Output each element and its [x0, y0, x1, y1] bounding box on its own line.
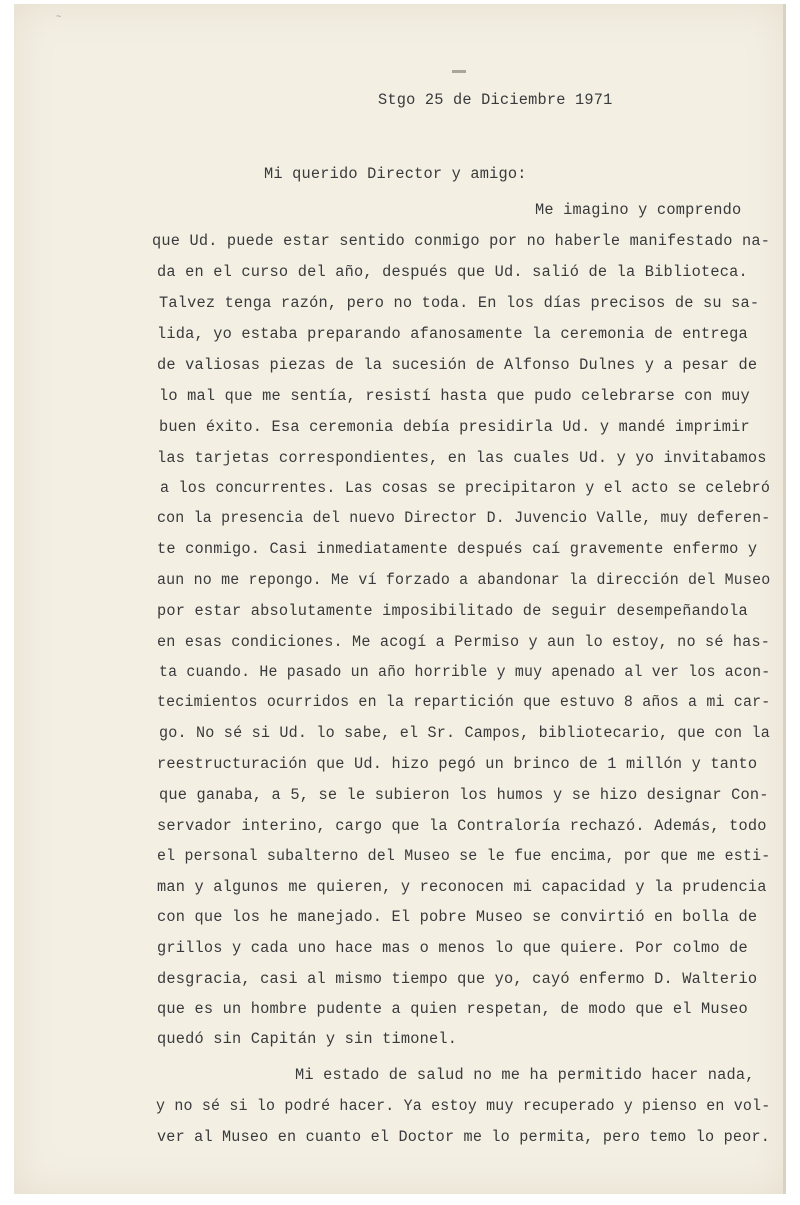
- body-line: de valiosas piezas de la sucesión de Alfonso Dulnes y a pesar de: [157, 356, 758, 374]
- body-line: Talvez tenga razón, pero no toda. En los días precisos de su sa-: [159, 294, 760, 312]
- body-line: el personal subalterno del Museo se le fue encima, por que me esti-: [157, 847, 771, 865]
- body-line: da en el curso del año, después que Ud. salió de la Biblioteca.: [157, 263, 748, 281]
- page-edge: [783, 4, 786, 1194]
- body-line: que Ud. puede estar sentido conmigo por no haberle manifestado na-: [152, 232, 771, 250]
- body-line: te conmigo. Casi inmediatamente después caí gravemente enfermo y: [157, 540, 758, 558]
- ink-mark: [452, 70, 466, 73]
- body-line: grillos y cada uno hace mas o menos lo que quiere. Por colmo de: [157, 939, 748, 957]
- body-line: desgracia, casi al mismo tiempo que yo, cayó enfermo D. Walterio: [157, 970, 758, 988]
- body-line: ver al Museo en cuanto el Doctor me lo permita, pero temo lo peor.: [157, 1128, 771, 1146]
- body-line: aun no me repongo. Me ví forzado a abandonar la dirección del Museo: [157, 571, 771, 589]
- body-line: con que los he manejado. El pobre Museo se convirtió en bolla de: [157, 908, 758, 926]
- body-line: quedó sin Capitán y sin timonel.: [157, 1030, 458, 1048]
- paper-mark: ~: [56, 12, 62, 22]
- date-line: Stgo 25 de Diciembre 1971: [378, 91, 613, 109]
- body-line: Mi estado de salud no me ha permitido hacer nada,: [295, 1066, 755, 1084]
- body-line: las tarjetas correspondientes, en las cuales Ud. y yo invitabamos: [157, 449, 767, 467]
- body-line: Me imagino y comprendo: [535, 201, 742, 219]
- body-line: lo mal que me sentía, resistí hasta que pudo celebrarse con muy: [159, 387, 750, 405]
- body-line: con la presencia del nuevo Director D. Juvencio Valle, muy deferen-: [157, 509, 771, 527]
- salutation: Mi querido Director y amigo:: [264, 165, 527, 183]
- body-line: servador interino, cargo que la Contraloría rechazó. Además, todo: [157, 817, 767, 835]
- body-line: lida, yo estaba preparando afanosamente la ceremonia de entrega: [157, 325, 748, 343]
- body-line: en esas condiciones. Me acogí a Permiso y aun lo estoy, no sé has-: [157, 633, 771, 651]
- letter-page: [14, 4, 786, 1194]
- body-line: ta cuando. He pasado un año horrible y muy apenado al ver los acon-: [159, 663, 771, 681]
- body-line: buen éxito. Esa ceremonia debía presidirla Ud. y mandé imprimir: [159, 418, 750, 436]
- body-line: por estar absolutamente imposibilitado de seguir desempeñandola: [157, 602, 748, 620]
- body-line: go. No sé si Ud. lo sabe, el Sr. Campos, bibliotecario, que con la: [159, 724, 771, 742]
- body-line: reestructuración que Ud. hizo pegó un brinco de 1 millón y tanto: [157, 755, 758, 773]
- body-line: que es un hombre pudente a quien respetan, de modo que el Museo: [157, 1000, 748, 1018]
- body-line: que ganaba, a 5, se le subieron los humos y se hizo designar Con-: [159, 786, 769, 804]
- body-line: a los concurrentes. Las cosas se precipitaron y el acto se celebró: [160, 479, 771, 497]
- body-line: man y algunos me quieren, y reconocen mi capacidad y la prudencia: [157, 878, 767, 896]
- body-line: y no sé si lo podré hacer. Ya estoy muy recuperado y pienso en vol-: [156, 1097, 771, 1115]
- body-line: tecimientos ocurridos en la repartición que estuvo 8 años a mi car-: [157, 693, 771, 711]
